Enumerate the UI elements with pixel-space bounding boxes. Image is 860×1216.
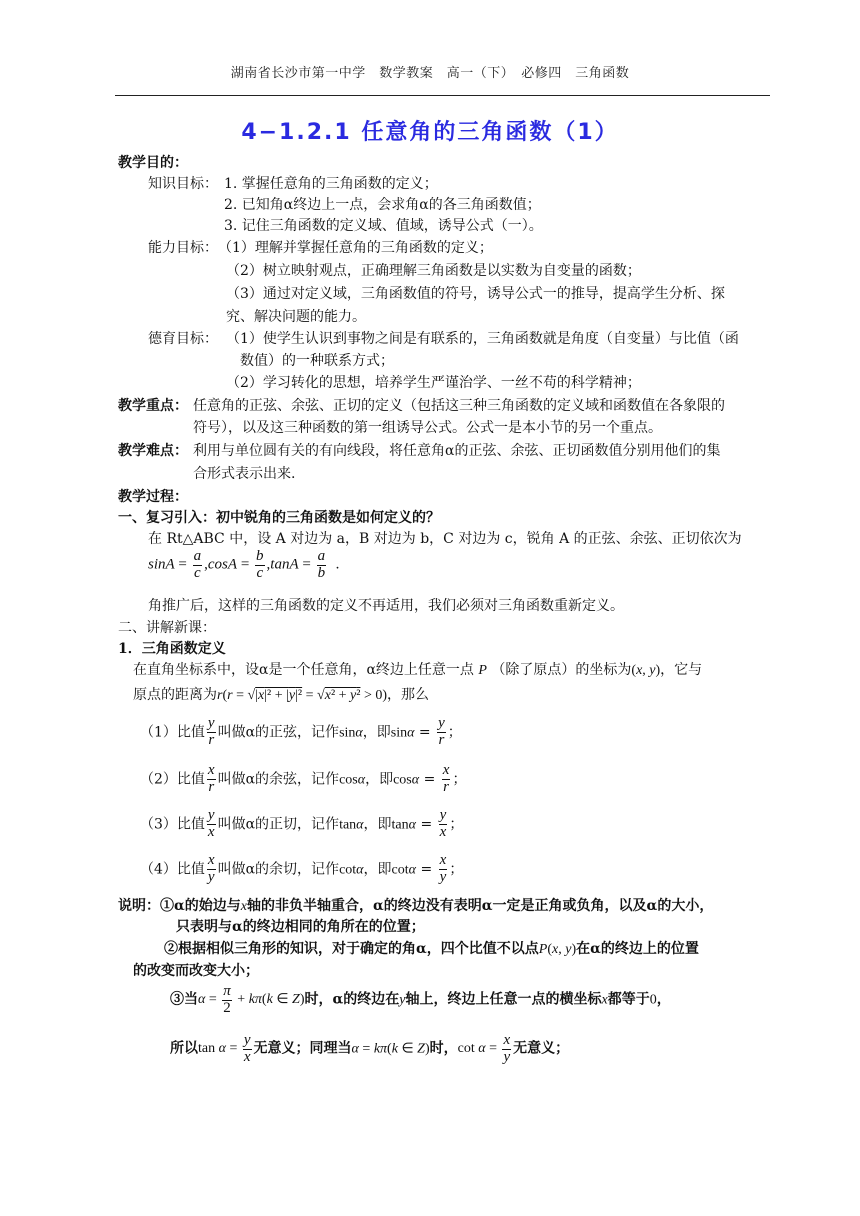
note-line-2: ②根据相似三角形的知识，对于确定的角α，四个比值不以点P(x, y)在α的终边上的位置 [164,941,699,957]
ability-item-1: （1）理解并掌握任意角的三角函数的定义； [218,240,493,256]
ability-item-3-cont: 究、解决问题的能力。 [226,309,366,325]
process-heading: 教学过程： [118,489,188,505]
section-1-heading: 1．三角函数定义 [118,641,226,657]
key-line-1: 任意角的正弦、余弦、正切的定义（包括这三种三角函数的定义域和函数值在各象限的 [193,398,725,414]
ability-item-3: （3）通过对定义域，三角函数值的符号，诱导公式一的推导，提高学生分析、探 [226,286,725,302]
definition-line-1: 在直角坐标系中，设α是一个任意角，α终边上任意一点 P （除了原点）的坐标为(x, y)，它与 [133,662,703,678]
ability-label: 能力目标： [148,240,218,256]
note-line-3: ③当α = $\frac{\pi}{2}$ + kπ(k ∈ Z)时，α的终边在y轴上，终边上任意一点的横坐标x都等于0， [170,983,671,1016]
ability-item-2: （2）树立映射观点，正确理解三角函数是以实数为自变量的函数； [226,263,641,279]
acute-trig-formula: sinA = $\frac{a}{c}$ ,cosA = $\frac{b}{c}$ ,tanA = $\frac{a}{b}$ . [148,548,340,581]
difficulty-line-2: 合形式表示出来. [193,466,296,482]
note-line-1: 说明：①α的始边与x轴的非负半轴重合，α的终边没有表明α一定是正角或负角，以及α的大小， [118,898,714,914]
note-line-2-cont: 的改变而改变大小； [133,963,259,979]
lesson-title: 4−1.2.1 任意角的三角函数（1） [241,120,619,145]
note-line-4: 所以tan α = $\frac{y}{x}$ 无意义；同理当α = kπ(k ∈ Z)时，cot α = $\frac{x}{y}$ 无意义； [170,1032,570,1065]
key-line-2: 符号），以及这三种函数的第一组诱导公式。公式一是本小节的另一个重点。 [193,420,662,436]
moral-item-1: （1）使学生认识到事物之间是有联系的，三角函数就是角度（自变量）与比值（函 [226,331,739,347]
moral-label: 德育目标： [148,331,218,347]
definition-tangent: （3）比值 $\frac{y}{x}$ 叫做α的正切，记作tanα，即tanα = $\frac{y}{x}$ ； [140,807,464,840]
review-line: 在 Rt△ABC 中，设 A 对边为 a，B 对边为 b，C 对边为 c，锐角 A 的正弦、余弦、正切依次为 [148,531,742,547]
header-rule [115,95,770,96]
moral-item-1-cont: 数值）的一种联系方式； [240,353,394,369]
knowledge-item-3: 3. 记住三角函数的定义域、值域，诱导公式（一）。 [224,218,543,234]
difficulty-label: 教学难点： [118,443,188,459]
definition-cosine: （2）比值 $\frac{x}{r}$ 叫做α的余弦，记作cosα，即cosα = $\frac{x}{r}$ ； [140,762,467,795]
key-label: 教学重点： [118,398,188,414]
difficulty-line-1: 利用与单位圆有关的有向线段，将任意角α的正弦、余弦、正切函数值分别用他们的集 [193,443,721,459]
definition-line-2: 原点的距离为r(r = √|x|² + |y|² = √x² + y² > 0)，那么 [133,687,430,703]
note-line-1-cont: 只表明与α的终边相同的角所在的位置； [176,919,425,935]
definition-cotangent: （4）比值 $\frac{x}{y}$ 叫做α的余切，记作cotα，即cotα = $\frac{x}{y}$ ； [140,852,464,885]
knowledge-item-2: 2. 已知角α终边上一点，会求角α的各三角函数值； [224,197,541,213]
moral-item-2: （2）学习转化的思想，培养学生严谨治学、一丝不苟的科学精神； [226,375,641,391]
knowledge-item-1: 1. 掌握任意角的三角函数的定义； [224,176,438,192]
definition-sine: （1）比值 $\frac{y}{r}$ 叫做α的正弦，记作sinα，即sinα = $\frac{y}{r}$ ； [140,715,462,748]
page-header: 湖南省长沙市第一中学 数学教案 高一（下） 必修四 三角函数 [230,66,630,81]
goals-heading: 教学目的： [118,155,188,171]
knowledge-label: 知识目标： [148,176,218,192]
new-lesson-heading: 二、讲解新课： [118,620,216,636]
review-heading: 一、复习引入：初中锐角的三角函数是如何定义的？ [118,510,440,526]
review-after: 角推广后，这样的三角函数的定义不再适用，我们必须对三角函数重新定义。 [148,598,624,614]
